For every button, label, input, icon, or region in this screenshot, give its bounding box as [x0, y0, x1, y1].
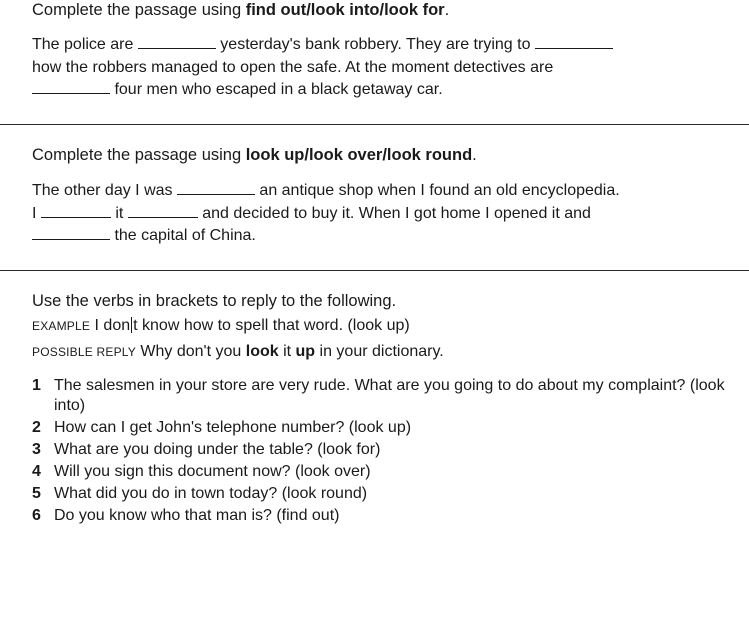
answer-blank[interactable]	[41, 205, 111, 218]
passage-line: I it and decided to buy it. When I got home I opened it and	[32, 204, 591, 222]
exercise-instruction: Use the verbs in brackets to reply to the following.	[32, 292, 397, 310]
exercise-look-up	[32, 145, 744, 248]
phrasal-verb-options: look up/look over/look round	[245, 146, 473, 164]
section-divider	[0, 124, 749, 125]
passage-text	[32, 180, 744, 248]
possible-reply-label: POSSIBLE REPLY	[32, 345, 136, 359]
passage-line: The other day I was an antique shop when I found an old encyclopedia.	[32, 182, 620, 199]
exercise-instruction: Complete the passage using look up/look over/look round.	[32, 146, 477, 164]
passage-line: how the robbers managed to open the safe. At the moment detectives are	[32, 58, 554, 76]
question-item: 6 Do you know who that man is? (find out)	[32, 506, 340, 524]
exercise-reply	[32, 291, 744, 528]
passage-line: The police are yesterday's bank robbery. They are trying to	[32, 34, 744, 57]
answer-blank[interactable]	[535, 36, 613, 49]
passage-line: four men who escaped in a black getaway car.	[32, 79, 744, 102]
possible-reply-line: POSSIBLE REPLY Why don't you look it up in your dictionary.	[32, 343, 444, 360]
answer-blank[interactable]	[128, 205, 198, 218]
question-list	[32, 376, 744, 525]
exercise-instruction: Complete the passage using find out/look into/look for.	[32, 1, 450, 19]
exercise-find-out	[32, 0, 744, 102]
question-item: 5 What did you do in town today? (look round)	[32, 484, 368, 502]
answer-blank[interactable]	[32, 81, 110, 94]
question-item: 1 The salesmen in your store are very rude. What are you going to do about my complaint? (look into)	[32, 377, 725, 414]
section-divider	[0, 270, 749, 271]
question-item: 3 What are you doing under the table? (look for)	[32, 440, 381, 458]
answer-blank[interactable]	[138, 36, 216, 49]
example-line: EXAMPLE I don t know how to spell that word. (look up)	[32, 317, 410, 334]
example-label: EXAMPLE	[32, 319, 91, 333]
passage-line: the capital of China.	[32, 225, 744, 248]
question-item: 4 Will you sign this document now? (look over)	[32, 462, 371, 480]
question-item: 2 How can I get John's telephone number? (look up)	[32, 418, 412, 436]
phrasal-verb-options: find out/look into/look for	[245, 1, 445, 19]
passage-text	[32, 34, 744, 102]
answer-blank[interactable]	[177, 182, 255, 195]
text-cursor	[131, 317, 132, 333]
answer-blank[interactable]	[32, 227, 110, 240]
